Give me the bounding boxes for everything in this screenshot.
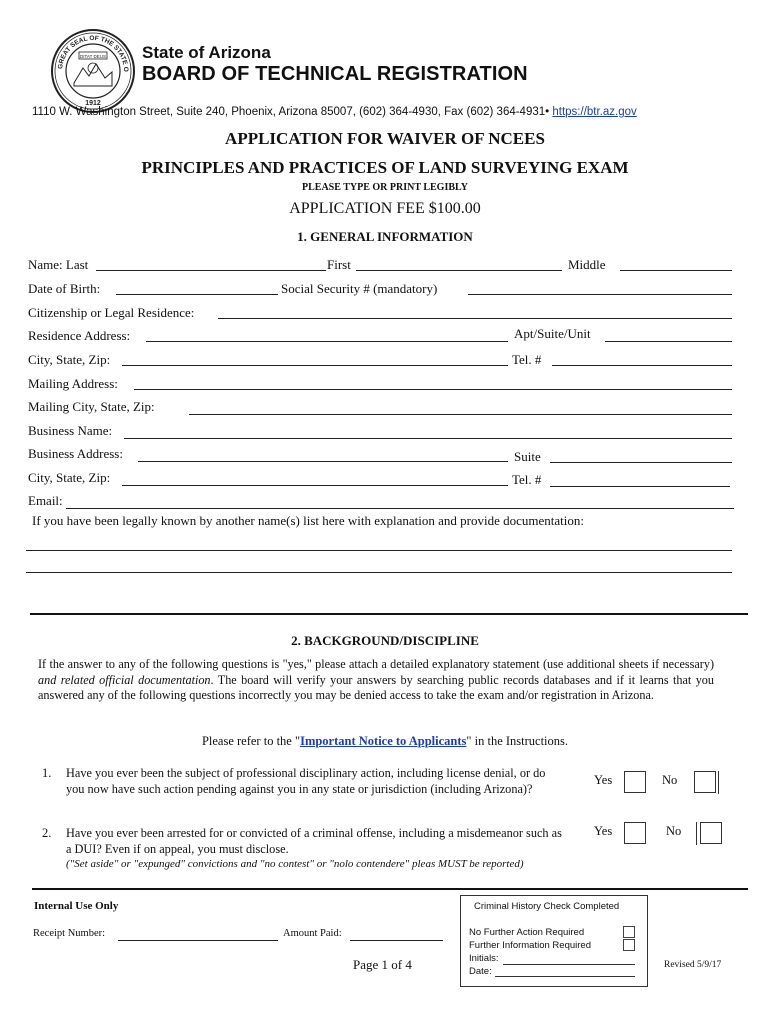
apt-field[interactable] [605, 341, 732, 342]
q1-no-label: No [662, 773, 678, 787]
tel1-label: Tel. # [512, 352, 542, 367]
city1-field[interactable] [122, 365, 508, 366]
page-number: Page 1 of 4 [353, 957, 412, 972]
tel2-label: Tel. # [512, 472, 542, 487]
svg-text:DITAT DEUS: DITAT DEUS [79, 54, 107, 59]
header-board: BOARD OF TECHNICAL REGISTRATION [142, 63, 528, 85]
suite-field[interactable] [550, 462, 732, 463]
website-link[interactable]: https://btr.az.gov [552, 106, 637, 118]
dob-field[interactable] [116, 294, 278, 295]
header-address: 1110 W. Washington Street, Suite 240, Phoenix, Arizona 85007, (602) 364-4930, Fax (602) 364-4931• https://btr.az.gov [32, 106, 637, 118]
q1-yes-label: Yes [594, 773, 613, 787]
mailing-address-label: Mailing Address: [28, 376, 118, 391]
criminal-check-title: Criminal History Check Completed [474, 901, 620, 912]
no-further-label: No Further Action Required [469, 927, 585, 938]
receipt-field[interactable] [118, 940, 278, 941]
type-notice: PLEASE TYPE OR PRINT LEGIBLY [302, 182, 468, 193]
q2-text: Have you ever been arrested for or convicted of a criminal offense, including a misdemeanor such as a DUI? Even if on appeal, you must disclose. [66, 826, 562, 856]
q2-number: 2. [42, 826, 52, 840]
amount-field[interactable] [350, 940, 443, 941]
further-info-checkbox[interactable] [623, 939, 635, 951]
revised-date: Revised 5/9/17 [664, 960, 722, 970]
mailing-city-label: Mailing City, State, Zip: [28, 399, 155, 414]
name-first-field[interactable] [356, 270, 562, 271]
q1-no-checkbox[interactable] [694, 771, 716, 793]
refer-notice: Please refer to the "Important Notice to Applicants" in the Instructions. [201, 734, 569, 748]
city1-label: City, State, Zip: [28, 352, 111, 367]
title-line1: APPLICATION FOR WAIVER OF NCEES [225, 129, 545, 148]
q2-no-checkbox-edge [696, 822, 700, 845]
q1-text: Have you ever been the subject of professional disciplinary action, including license denial, or do you now have such action pending against you in any state or jurisdiction (including Arizona)? [66, 766, 546, 796]
mailing-city-field[interactable] [189, 414, 732, 415]
residence-address-label: Residence Address: [28, 328, 131, 343]
city2-label: City, State, Zip: [28, 470, 111, 485]
svg-text:1912: 1912 [85, 100, 101, 107]
footer-divider [32, 888, 748, 890]
suite-label: Suite [514, 449, 541, 464]
initials-field[interactable] [503, 964, 635, 965]
apt-label: Apt/Suite/Unit [514, 326, 591, 341]
other-names-label: If you have been legally known by another name(s) list here with explanation and provide documentation: [32, 513, 584, 528]
other-names-field-2[interactable] [26, 572, 732, 573]
svg-text:GREAT SEAL OF THE STATE OF ARI: GREAT SEAL OF THE STATE O [57, 34, 130, 72]
mailing-address-field[interactable] [134, 389, 732, 390]
ssn-label: Social Security # (mandatory) [281, 281, 438, 296]
date-label: Date: [469, 966, 492, 977]
name-last-label: Name: Last [28, 257, 89, 272]
other-names-field-1[interactable] [26, 550, 732, 551]
business-name-label: Business Name: [28, 423, 113, 438]
q2-yes-label: Yes [594, 824, 613, 838]
email-field[interactable] [66, 508, 734, 509]
section-divider [30, 613, 748, 615]
q2-no-checkbox[interactable] [700, 822, 722, 844]
internal-use-label: Internal Use Only [34, 900, 119, 912]
email-label: Email: [28, 493, 63, 508]
title-line2: PRINCIPLES AND PRACTICES OF LAND SURVEYING EXAM [141, 158, 629, 177]
q1-yes-checkbox[interactable] [624, 771, 646, 793]
business-address-label: Business Address: [28, 446, 123, 461]
dob-label: Date of Birth: [28, 281, 101, 296]
header-state: State of Arizona [142, 43, 271, 62]
q1-number: 1. [42, 766, 52, 780]
receipt-label: Receipt Number: [33, 928, 106, 939]
tel1-field[interactable] [552, 365, 732, 366]
name-first-label: First [327, 257, 351, 272]
name-middle-label: Middle [568, 257, 606, 272]
state-seal [50, 28, 136, 114]
q2-yes-checkbox[interactable] [624, 822, 646, 844]
citizenship-label: Citizenship or Legal Residence: [28, 305, 195, 320]
business-name-field[interactable] [124, 438, 732, 439]
q2-no-label: No [666, 824, 682, 838]
residence-address-field[interactable] [146, 341, 508, 342]
city2-field[interactable] [122, 485, 508, 486]
ssn-field[interactable] [468, 294, 732, 295]
name-middle-field[interactable] [620, 270, 732, 271]
no-further-checkbox[interactable] [623, 926, 635, 938]
important-notice-link[interactable]: Important Notice to Applicants [300, 734, 467, 748]
tel2-field[interactable] [550, 486, 730, 487]
q1-no-checkbox-edge [718, 771, 722, 794]
q2-note: ("Set aside" or "expunged" convictions and "no contest" or "nolo contendere" pleas MUST be reported) [66, 858, 524, 870]
citizenship-field[interactable] [218, 318, 732, 319]
further-info-label: Further Information Required [469, 940, 591, 951]
section2-heading: 2. BACKGROUND/DISCIPLINE [291, 633, 479, 648]
criminal-check-box [460, 895, 648, 987]
initials-label: Initials: [469, 953, 499, 964]
amount-label: Amount Paid: [283, 928, 342, 939]
application-fee: APPLICATION FEE $100.00 [289, 200, 481, 217]
date-field[interactable] [495, 976, 635, 977]
name-last-field[interactable] [96, 270, 326, 271]
section2-intro: If the answer to any of the following questions is "yes," please attach a detailed explanatory statement (use additional sheets if necessary) and related official documentation. The board will verify your answers by searching public records databases and if it learns that you answered any of the following questions incorrectly you may be denied access to take the exam and/or registration in Arizona. [38, 657, 714, 702]
business-address-field[interactable] [138, 461, 508, 462]
section1-heading: 1. GENERAL INFORMATION [297, 229, 473, 244]
